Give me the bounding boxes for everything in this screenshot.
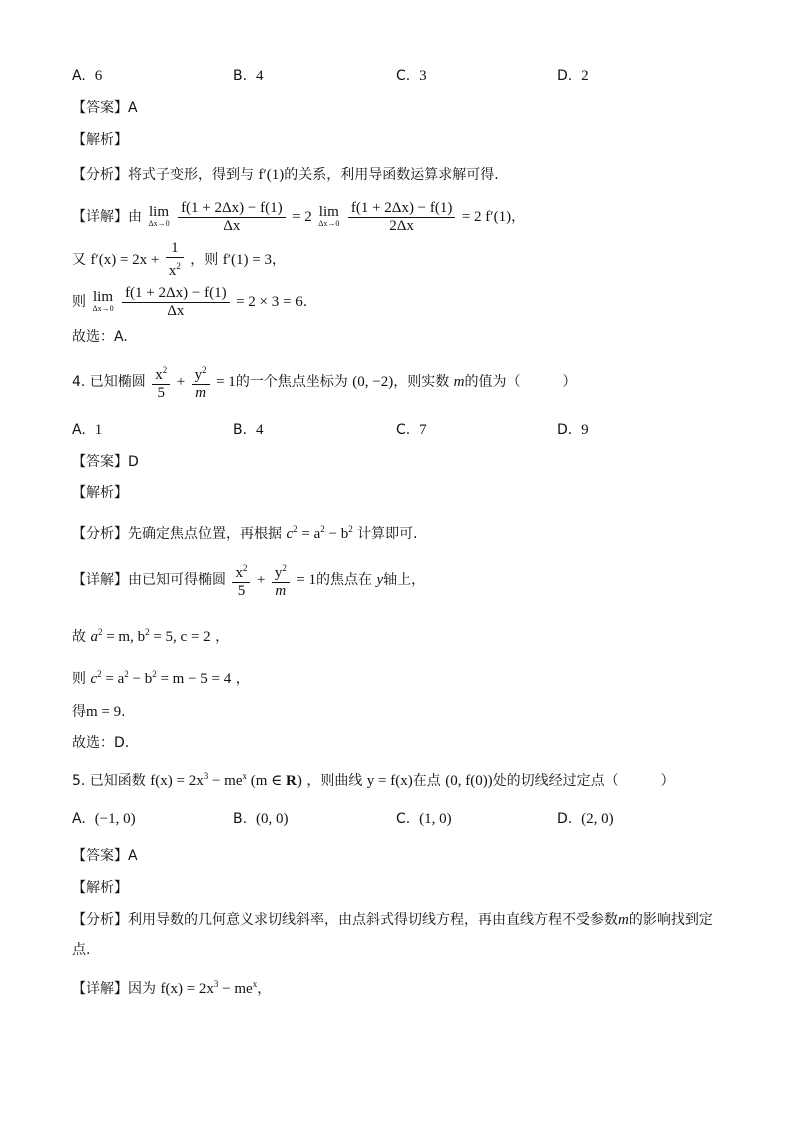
q5-analysis-heading: 【解析】 xyxy=(72,880,128,896)
fraction: $\frac{x^2}{5}$ xyxy=(152,362,170,402)
q4-fenxi: 【分析】先确定焦点位置，再根据 $c^2 = a^2 - b^2$ 计算即可. xyxy=(72,524,418,542)
fraction: $\frac{f(1 + 2\Delta x) - f(1)}{2\Delta x}$ xyxy=(348,200,456,235)
q4-xiangjie-line1: 【详解】由已知可得椭圆 $\frac{x^2}{5}$ + $\frac{y^2}{m}$ = 1的焦点在 y轴上， xyxy=(72,560,425,600)
q3-option-b: B. 4 xyxy=(233,68,264,84)
fraction: $\frac{y^2}{m}$ xyxy=(192,362,210,402)
q5-fenxi-line1: 【分析】利用导数的几何意义求切线斜率，由点斜式得切线方程，再由直线方程不受参数m的影响找到定 xyxy=(72,912,713,928)
q3-option-d: D. 2 xyxy=(557,68,589,84)
limit-expression: lim Δx→0 xyxy=(92,289,114,313)
q5-option-d: D. (2, 0) xyxy=(557,811,614,827)
fraction: $\frac{1}{x^2}$ xyxy=(166,240,184,280)
q5-xiangjie: 【详解】因为 $f(x) = 2x^3 - me^x$， xyxy=(72,979,272,997)
q4-option-b: B. 4 xyxy=(233,422,264,438)
q4-option-d: D. 9 xyxy=(557,422,589,438)
q3-fenxi: 【分析】将式子变形，得到与 f′(1)的关系，利用导函数运算求解可得. xyxy=(72,167,499,183)
q3-option-a: A. 6 xyxy=(72,68,103,84)
q4-analysis-heading: 【解析】 xyxy=(72,485,128,501)
q4-option-c: C. 7 xyxy=(396,422,427,438)
q3-xiangjie-line2: 又 f′(x) = 2x + $\frac{1}{x^2}$ ，则 f′(1) = 3， xyxy=(72,240,286,279)
q4-xiangjie-line2: 故 $a^2 = m$, $b^2 = 5$, c = 2 ， xyxy=(72,627,230,645)
q4-stem: 4. 已知椭圆 $\frac{x^2}{5}$ + $\frac{y^2}{m}$ = 1的一个焦点坐标为 (0, −2)，则实数 m的值为（ ） xyxy=(72,362,577,402)
fraction: $\frac{x^2}{5}$ xyxy=(232,560,250,600)
q3-xiangjie-line3: 则 lim Δx→0 $\frac{f(1 + 2\Delta x) - f(1)}{\Delta x}$ = 2 × 3 = 6. xyxy=(72,284,308,319)
q3-option-c: C. 3 xyxy=(396,68,427,84)
q3-answer: 【答案】A xyxy=(72,100,138,116)
q4-answer: 【答案】D xyxy=(72,454,139,470)
q3-conclusion: 故选：A. xyxy=(72,329,128,345)
fraction: $\frac{f(1 + 2\Delta x) - f(1)}{\Delta x}$ xyxy=(178,200,286,235)
fraction: $\frac{f(1 + 2\Delta x) - f(1)}{\Delta x}$ xyxy=(122,285,230,320)
q4-conclusion: 故选：D. xyxy=(72,735,130,751)
q5-option-a: A. (−1, 0) xyxy=(72,811,136,827)
q5-option-c: C. (1, 0) xyxy=(396,811,452,827)
fraction: $\frac{y^2}{m}$ xyxy=(272,560,290,600)
q4-xiangjie-line3: 则 $c^2 = a^2 - b^2 = m - 5 = 4$ ， xyxy=(72,669,250,687)
q5-fenxi-line2: 点. xyxy=(72,942,91,958)
q5-answer: 【答案】A xyxy=(72,848,138,864)
q4-xiangjie-line4: 得m = 9. xyxy=(72,704,126,720)
q5-option-b: B. (0, 0) xyxy=(233,811,289,827)
q3-xiangjie-line1: 【详解】由 lim Δx→0 $\frac{f(1 + 2\Delta x) - f(1)}{\Delta x}$ = 2 lim Δx→0 $\frac{f(1 + 2\Delta x) - f(1)}{2\Delta x}$ = 2 f′(1)， xyxy=(72,199,526,234)
limit-expression: lim Δx→0 xyxy=(148,204,170,228)
limit-expression: lim Δx→0 xyxy=(318,204,340,228)
q3-analysis-heading: 【解析】 xyxy=(72,132,128,148)
q4-option-a: A. 1 xyxy=(72,422,103,438)
q5-stem: 5. 已知函数 $f(x) = 2x^3 - me^x$ (m ∈ R) ，则曲线 y = f(x)在点 (0, f(0))处的切线经过定点（ ） xyxy=(72,771,675,789)
